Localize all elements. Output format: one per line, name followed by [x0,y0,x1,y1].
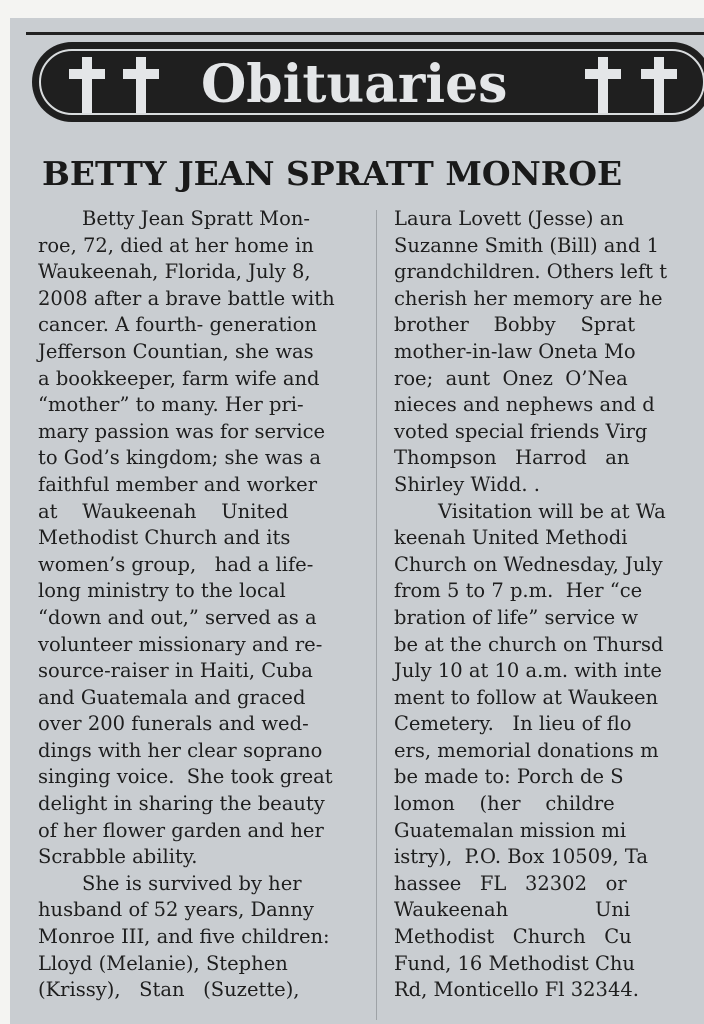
text-line: Scrabble ability. [38,845,198,869]
text-line: Methodist Church and its [38,526,291,550]
text-line: source-raiser in Haiti, Cuba [38,659,313,683]
text-line: Betty Jean Spratt Mon- [82,207,311,230]
text-line: “mother” to many. Her pri- [38,393,304,417]
cross-icon [67,53,107,117]
text-line: cherish her memory are he [394,286,663,310]
text-line: women’s group, had a life- [38,552,314,576]
text-line: a bookkeeper, farm wife and [38,366,320,390]
text-line: hassee FL 32302 or [394,871,627,895]
text-line: volunteer missionary and re- [38,632,323,656]
text-line: dings with her clear soprano [38,738,323,762]
text-line: singing voice. She took great [38,765,333,789]
text-line: Jefferson Countian, she was [38,339,314,363]
text-line: Waukeenah, Florida, July 8, [38,260,311,284]
obituary-headline: BETTY JEAN SPRATT MONROE [42,154,623,193]
text-line: She is survived by her [82,871,302,895]
text-line: July 10 at 10 a.m. with inte [394,659,662,683]
text-line: Thompson Harrod an [394,446,630,470]
text-line: (Krissy), Stan (Suzette), [38,978,300,1002]
text-line: Monroe III, and five children: [38,925,330,949]
text-line: be made to: Porch de S [394,765,624,789]
text-line: delight in sharing the beauty [38,792,325,816]
text-line: Suzanne Smith (Bill) and 1 [394,233,660,257]
text-line: 2008 after a brave battle with [38,286,335,310]
text-line: Guatemalan mission mi [394,818,627,842]
text-line: cancer. A fourth- generation [38,313,317,337]
text-line: bration of life” service w [394,605,639,629]
text-line: of her flower garden and her [38,818,324,842]
text-line: Waukeenah Uni [394,898,631,922]
text-line: brother Bobby Sprat [394,313,636,337]
text-line: istry), P.O. Box 10509, Ta [394,845,649,869]
text-line: mary passion was for service [38,419,326,443]
text-line: keenah United Methodi [394,526,628,550]
text-line: “down and out,” served as a [38,605,317,629]
text-line: mother-in-law Oneta Mo [394,339,636,363]
text-line: at Waukeenah United [38,499,289,523]
text-line: Cemetery. In lieu of flo [394,712,632,736]
cross-icon [121,53,161,117]
cross-icon [583,53,623,117]
text-line: nieces and nephews and d [394,393,655,417]
text-line: to God’s kingdom; she was a [38,446,322,470]
right-column [394,206,704,1004]
text-line: voted special friends Virg [394,419,648,443]
cross-icon [639,53,679,117]
text-line: Fund, 16 Methodist Chu [394,951,635,975]
text-line: faithful member and worker [38,472,318,496]
text-line: over 200 funerals and wed- [38,712,309,736]
text-line: Laura Lovett (Jesse) an [394,207,624,230]
newspaper-clipping [10,18,704,1024]
text-line: husband of 52 years, Danny [38,898,314,922]
text-line: ers, memorial donations m [394,738,659,762]
text-line: grandchildren. Others left t [394,260,668,284]
text-line: roe, 72, died at her home in [38,233,314,257]
text-line: and Guatemala and graced [38,685,306,709]
obituaries-banner [32,42,704,122]
text-line: roe; aunt Onez O’Nea [394,366,628,390]
left-column [38,206,382,1004]
text-line: Rd, Monticello Fl 32344. [394,978,639,1002]
text-line: from 5 to 7 p.m. Her “ce [394,579,643,603]
top-rule [26,32,704,35]
text-line: Visitation will be at Wa [438,499,666,523]
text-line: ment to follow at Waukeen [394,685,659,709]
text-line: Church on Wednesday, July [394,552,663,576]
text-line: long ministry to the local [38,579,286,603]
text-line: be at the church on Thursd [394,632,664,656]
text-line: Methodist Church Cu [394,925,632,949]
text-line: Lloyd (Melanie), Stephen [38,951,288,975]
text-line: lomon (her childre [394,792,615,816]
banner-title: Obituaries [201,54,508,115]
text-line: Shirley Widd. . [394,472,540,496]
